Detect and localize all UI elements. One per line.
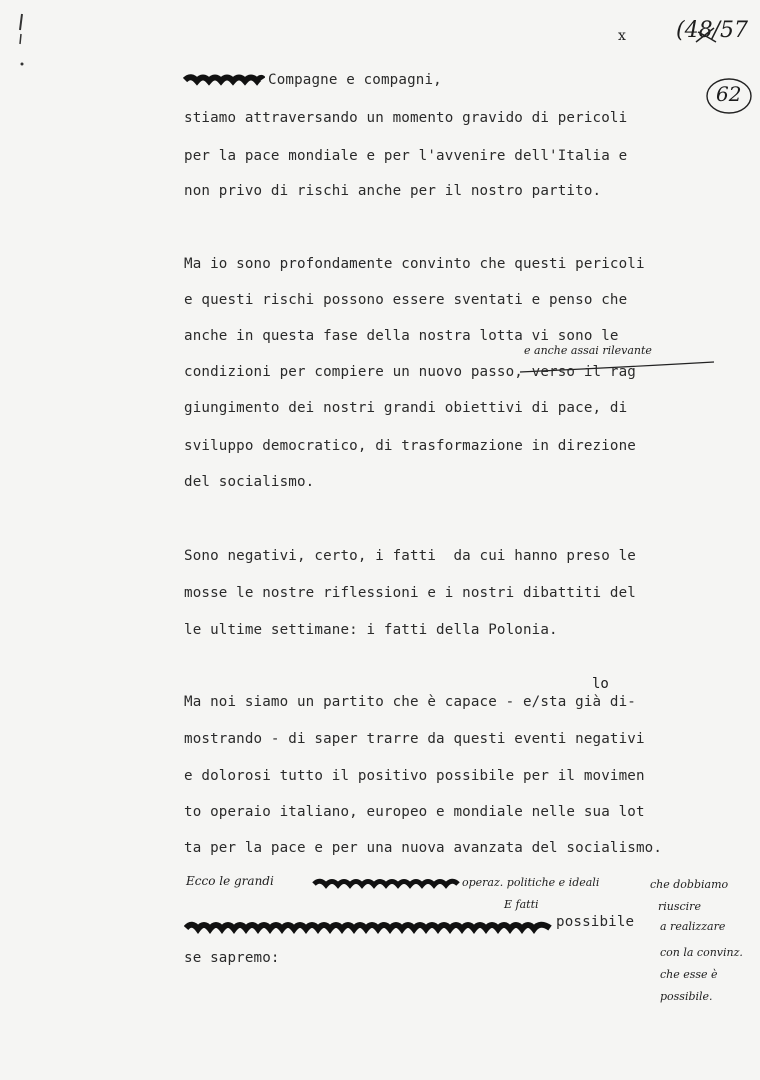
header-page-ref: (48/57 xyxy=(676,18,748,43)
handwritten-insert-continued: operaz. politiche e ideali xyxy=(462,876,600,889)
text-line: ta per la pace e per una nuova avanzata del socialismo. xyxy=(184,840,663,856)
text-line: condizioni per compiere un nuovo passo, verso il rag xyxy=(184,364,636,380)
text-line: anche in questa fase della nostra lotta vi sono le xyxy=(184,328,619,344)
text-line: Ma io sono profondamente convinto che questi pericoli xyxy=(184,256,645,272)
text-line: se sapremo: xyxy=(184,950,280,966)
margin-mark-icon xyxy=(14,12,34,72)
page-ref-strike-icon xyxy=(692,22,722,52)
text-line: to operaio italiano, europeo e mondiale nelle sua lot xyxy=(184,804,645,820)
text-line: del socialismo. xyxy=(184,474,315,490)
text-line: stiamo attraversando un momento gravido di pericoli xyxy=(184,110,628,126)
text-line: mostrando - di saper trarre da questi eventi negativi xyxy=(184,731,645,747)
small-x-mark: x xyxy=(618,28,626,44)
salutation: Compagne e compagni, xyxy=(268,72,442,88)
margin-note-line: possibile. xyxy=(660,990,713,1003)
crossed-out-word-icon xyxy=(183,70,265,90)
margin-note-line: con la convinz. xyxy=(660,946,743,959)
insert-lo: lo xyxy=(592,676,609,692)
crossed-out-phrase-icon xyxy=(312,876,462,892)
crossed-out-line-icon xyxy=(184,918,554,938)
insert-annotation: e anche assai rilevante xyxy=(524,344,652,357)
page-number: 62 xyxy=(716,82,742,106)
text-line: e questi rischi possono essere sventati e penso che xyxy=(184,292,628,308)
text-line: non privo di rischi anche per il nostro partito. xyxy=(184,183,602,199)
text-line: possibile xyxy=(556,914,635,930)
text-line: Ma noi siamo un partito che è capace - e/sta già di- xyxy=(184,694,636,710)
text-line: e dolorosi tutto il positivo possibile per il movimen xyxy=(184,768,645,784)
margin-note-line: che dobbiamo xyxy=(650,878,729,891)
margin-note-line: che esse è xyxy=(660,968,718,981)
text-line: Sono negativi, certo, i fatti da cui hanno preso le xyxy=(184,548,636,564)
text-line: mosse le nostre riflessioni e i nostri dibattiti del xyxy=(184,585,636,601)
text-line: per la pace mondiale e per l'avvenire dell'Italia e xyxy=(184,148,628,164)
text-line: sviluppo democratico, di trasformazione in direzione xyxy=(184,438,636,454)
margin-note-line: a realizzare xyxy=(660,920,726,933)
text-line: le ultime settimane: i fatti della Polonia. xyxy=(184,622,558,638)
handwritten-e-fatti: E fatti xyxy=(504,898,539,911)
handwritten-insert: Ecco le grandi xyxy=(186,874,274,888)
margin-note-line: riuscire xyxy=(658,900,701,913)
text-line: giungimento dei nostri grandi obiettivi di pace, di xyxy=(184,400,628,416)
